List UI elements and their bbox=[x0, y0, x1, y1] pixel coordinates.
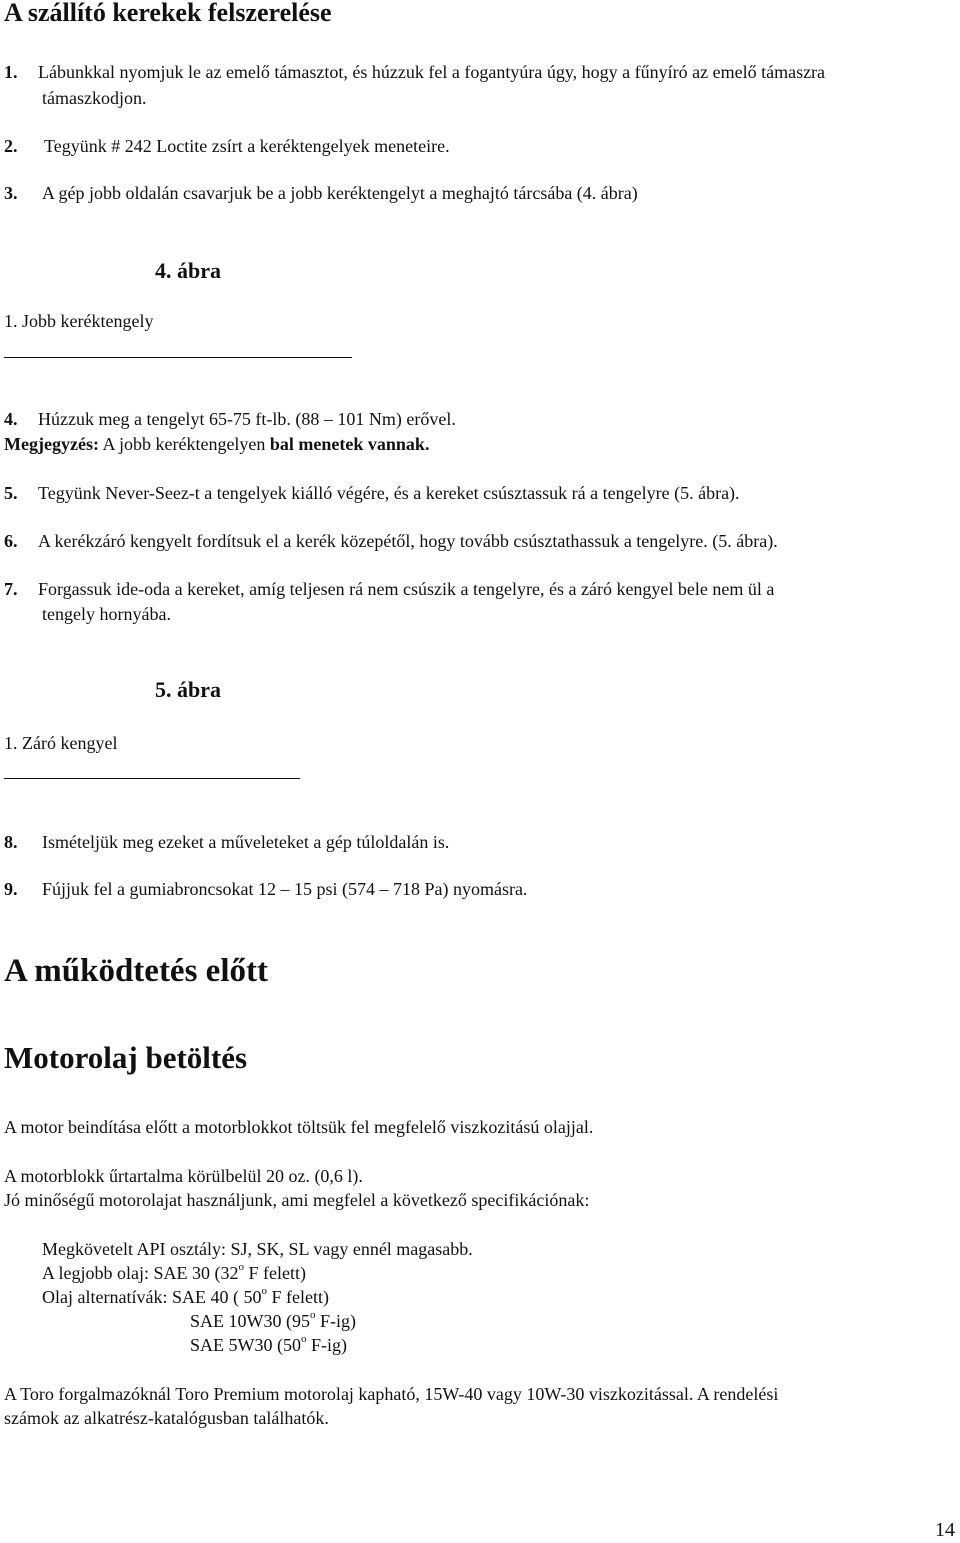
footer-paragraph-line1: A Toro forgalmazóknál Toro Premium motorolaj kapható, 15W-40 vagy 10W-30 viszkozitással. A rendelési bbox=[4, 1384, 779, 1404]
spec-sae-5w30-tail: F-ig) bbox=[306, 1335, 347, 1355]
step-8-number: 8. bbox=[4, 832, 18, 852]
step-1-number: 1. bbox=[4, 62, 18, 82]
page-title: A szállító kerekek felszerelése bbox=[4, 0, 332, 27]
step-7-continuation: tengely hornyába. bbox=[42, 604, 171, 624]
step-7-text: Forgassuk ide-oda a kereket, amíg teljesen rá nem csúszik a tengelyre, és a záró kengyel bele nem ül a bbox=[38, 579, 775, 599]
step-9 bbox=[4, 879, 527, 900]
degree-symbol: o bbox=[301, 1333, 307, 1345]
step-9-text: Fújjuk fel a gumiabroncsokat 12 – 15 psi (574 – 718 Pa) nyomásra. bbox=[42, 879, 528, 899]
step-1-continuation: támaszkodjon. bbox=[42, 88, 147, 108]
spec-sae-10w30-text: SAE 10W30 (95 bbox=[190, 1311, 310, 1331]
spec-alternatives-text: Olaj alternatívák: SAE 40 ( 50 bbox=[42, 1287, 262, 1307]
step-4-number: 4. bbox=[4, 409, 18, 429]
step-4 bbox=[4, 409, 456, 430]
paragraph-capacity: A motorblokk űrtartalma körülbelül 20 oz. (0,6 l). bbox=[4, 1166, 363, 1186]
figure-5-title: 5. ábra bbox=[155, 677, 221, 702]
spec-best-oil-tail: F felett) bbox=[244, 1263, 306, 1283]
step-6-number: 6. bbox=[4, 531, 18, 551]
step-4-text: Húzzuk meg a tengelyt 65-75 ft-lb. (88 – 101 Nm) erővel. bbox=[38, 409, 456, 429]
note-label: Megjegyzés: bbox=[4, 434, 99, 454]
step-2 bbox=[4, 136, 450, 157]
step-6-text: A kerékzáró kengyelt fordítsuk el a kerék közepétől, hogy tovább csúsztathassuk a tengelyre. (5. ábra). bbox=[38, 531, 778, 551]
note-emphasis: bal menetek vannak. bbox=[269, 434, 430, 454]
step-5-number: 5. bbox=[4, 483, 18, 503]
spec-alternatives bbox=[42, 1287, 329, 1308]
step-9-number: 9. bbox=[4, 879, 18, 899]
spec-api-class: Megkövetelt API osztály: SJ, SK, SL vagy ennél magasabb. bbox=[42, 1239, 473, 1259]
figure-4-title: 4. ábra bbox=[155, 258, 221, 283]
note bbox=[4, 434, 429, 455]
step-7-number: 7. bbox=[4, 579, 18, 599]
degree-symbol: o bbox=[261, 1285, 267, 1297]
step-8 bbox=[4, 832, 449, 853]
figure-4-callout-line bbox=[4, 357, 352, 358]
step-3-number: 3. bbox=[4, 183, 18, 203]
step-8-text: Ismételjük meg ezeket a műveleteket a gép túloldalán is. bbox=[42, 832, 450, 852]
spec-sae-10w30-tail: F-ig) bbox=[315, 1311, 356, 1331]
spec-best-oil-text: A legjobb olaj: SAE 30 (32 bbox=[42, 1263, 239, 1283]
paragraph-spec-intro: Jó minőségű motorolajat használjunk, ami megfelel a következő specifikációnak: bbox=[4, 1190, 590, 1210]
step-7 bbox=[4, 579, 774, 600]
footer-paragraph-line2: számok az alkatrész-katalógusban találhatók. bbox=[4, 1408, 329, 1428]
spec-sae-5w30-text: SAE 5W30 (50 bbox=[190, 1335, 301, 1355]
degree-symbol: o bbox=[310, 1309, 316, 1321]
step-6 bbox=[4, 531, 778, 552]
paragraph-oil-fill: A motor beindítása előtt a motorblokkot töltsük fel megfelelő viszkozitású olajjal. bbox=[4, 1117, 594, 1137]
note-text: A jobb keréktengelyen bbox=[102, 434, 266, 454]
step-1 bbox=[4, 62, 825, 83]
spec-alternatives-tail: F felett) bbox=[266, 1287, 329, 1307]
step-1-text: Lábunkkal nyomjuk le az emelő támasztot, és húzzuk fel a fogantyúra úgy, hogy a fűnyíró az emelő támaszra bbox=[38, 62, 826, 82]
step-2-text: Tegyünk # 242 Loctite zsírt a keréktengelyek meneteire. bbox=[44, 136, 450, 156]
step-5 bbox=[4, 483, 740, 504]
step-2-number: 2. bbox=[4, 136, 18, 156]
figure-5-callout: 1. Záró kengyel bbox=[4, 733, 118, 753]
spec-best-oil bbox=[42, 1263, 306, 1284]
page-number: 14 bbox=[935, 1519, 955, 1541]
step-5-text: Tegyünk Never-Seez-t a tengelyek kiálló végére, és a kereket csúsztassuk rá a tengelyre (5. ábra). bbox=[38, 483, 740, 503]
subsection-title: Motorolaj betöltés bbox=[4, 1040, 248, 1075]
spec-sae-5w30 bbox=[190, 1335, 347, 1356]
figure-4-callout: 1. Jobb keréktengely bbox=[4, 311, 154, 331]
spec-sae-10w30 bbox=[190, 1311, 356, 1332]
step-3 bbox=[4, 183, 638, 204]
degree-symbol: o bbox=[238, 1261, 244, 1273]
figure-5-callout-line bbox=[4, 778, 300, 779]
section-title: A működtetés előtt bbox=[4, 953, 268, 989]
step-3-text: A gép jobb oldalán csavarjuk be a jobb keréktengelyt a meghajtó tárcsába (4. ábra) bbox=[42, 183, 638, 203]
